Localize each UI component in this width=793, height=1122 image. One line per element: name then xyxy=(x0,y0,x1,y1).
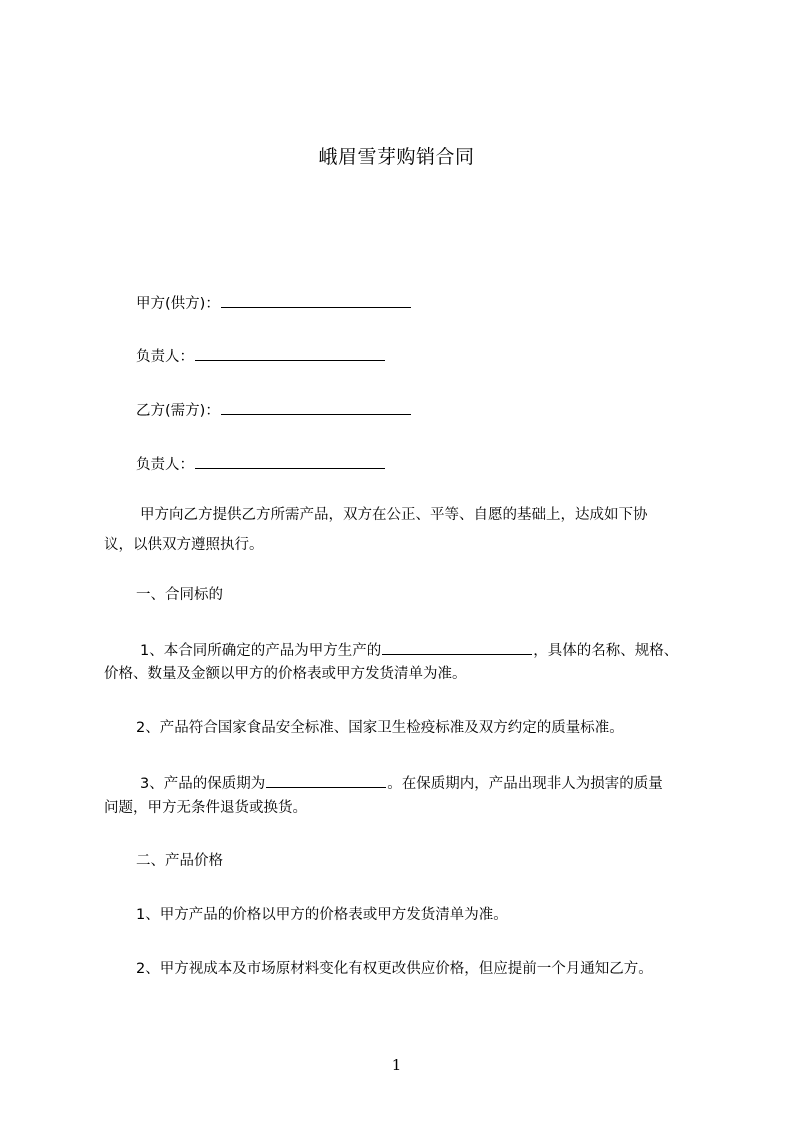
s1-item3-suffix: 。在保质期内，产品出现非人为损害的质量 xyxy=(387,776,663,792)
intro-line-1: 甲方向乙方提供乙方所需产品，双方在公正、平等、自愿的基础上，达成如下协 xyxy=(140,507,648,523)
s2-item1: 1、甲方产品的价格以甲方的价格表或甲方发货清单为准。 xyxy=(136,907,508,923)
s2-item2: 2、甲方视成本及市场原材料变化有权更改供应价格，但应提前一个月通知乙方。 xyxy=(136,961,653,977)
party-a-label: 甲方(供方)： xyxy=(136,296,220,312)
party-b-rep-line xyxy=(136,454,386,474)
document-title: 峨眉雪芽购销合同 xyxy=(318,146,475,168)
section1-heading: 一、合同标的 xyxy=(136,587,223,603)
s1-item3-line2: 问题，甲方无条件退货或换货。 xyxy=(104,800,307,816)
s1-item2: 2、产品符合国家食品安全标准、国家卫生检疫标准及双方约定的质量标准。 xyxy=(136,720,624,736)
s1-item3-prefix: 3、产品的保质期为 xyxy=(140,776,266,792)
party-a-rep-label: 负责人： xyxy=(136,349,194,365)
party-a-blank xyxy=(221,293,411,308)
s1-item1-line1 xyxy=(140,640,678,660)
party-b-rep-label: 负责人： xyxy=(136,457,194,473)
party-b-rep-blank xyxy=(195,454,385,469)
party-a-line xyxy=(136,293,412,313)
party-b-label: 乙方(需方)： xyxy=(136,403,220,419)
shelf-life-blank xyxy=(266,773,386,788)
page-number: 1 xyxy=(391,1056,402,1074)
party-a-rep-blank xyxy=(195,346,385,361)
section2-heading: 二、产品价格 xyxy=(136,853,223,869)
s1-item3-line1 xyxy=(140,773,663,793)
party-b-line xyxy=(136,400,412,420)
party-a-rep-line xyxy=(136,346,386,366)
product-name-blank xyxy=(382,640,532,655)
s1-item1-prefix: 1、本合同所确定的产品为甲方生产的 xyxy=(140,643,382,659)
party-b-blank xyxy=(221,400,411,415)
intro-line-2: 议，以供双方遵照执行。 xyxy=(104,537,264,553)
s1-item1-suffix: ，具体的名称、规格、 xyxy=(533,643,679,659)
s1-item1-line2: 价格、数量及金额以甲方的价格表或甲方发货清单为准。 xyxy=(104,666,467,682)
